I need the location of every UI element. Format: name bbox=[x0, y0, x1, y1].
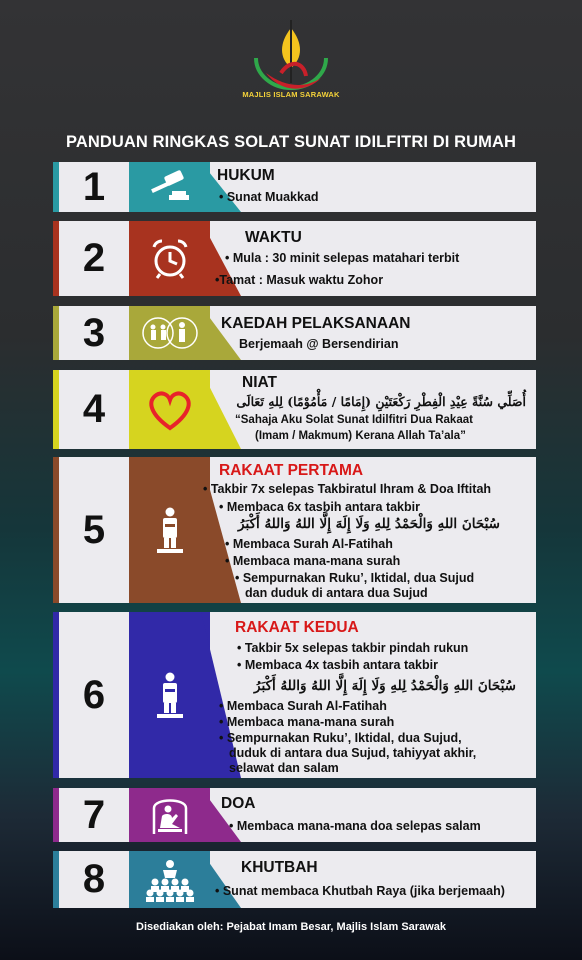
footer-credit: Disediakan oleh: Pejabat Imam Besar, Majlis Islam Sarawak bbox=[136, 921, 446, 933]
card-line: •Tamat : Masuk waktu Zohor bbox=[215, 273, 384, 287]
card-number: 7 bbox=[59, 788, 129, 842]
card-heading: KAEDAH PELAKSANAAN bbox=[221, 315, 411, 332]
card-line: selawat dan salam bbox=[229, 761, 339, 775]
card-hukum bbox=[53, 162, 536, 212]
card-heading: RAKAAT PERTAMA bbox=[219, 462, 364, 479]
gavel-icon bbox=[147, 169, 193, 205]
sermon-icon bbox=[145, 858, 195, 902]
card-heading: KHUTBAH bbox=[241, 859, 318, 876]
card-line: • Membaca mana-mana doa selepas salam bbox=[229, 819, 481, 833]
dua-icon bbox=[150, 794, 190, 836]
card-number: 4 bbox=[59, 370, 129, 449]
card-line: • Sempurnakan Ruku’, Iktidal, dua Sujud bbox=[235, 571, 475, 585]
congregation-icon bbox=[141, 313, 199, 353]
card-rakaat-kedua bbox=[53, 612, 536, 778]
card-line: • Takbir 5x selepas takbir pindah rukun bbox=[237, 641, 469, 655]
card-line: Berjemaah @ Bersendirian bbox=[239, 337, 399, 351]
card-line: dan duduk di antara dua Sujud bbox=[245, 586, 428, 600]
card-number: 8 bbox=[59, 851, 129, 908]
alarm-clock-icon bbox=[148, 237, 192, 281]
standing-prayer-icon bbox=[156, 506, 184, 554]
tasbih-arabic: سُبْحَانَ اللهِ وَالْحَمْدُ لِلهِ وَلَا إِلَهَ إِلَّا اللهُ وَاللهُ أَكْبَرُ bbox=[254, 678, 516, 694]
card-number: 3 bbox=[59, 306, 129, 360]
card-number: 6 bbox=[59, 612, 129, 778]
card-line: duduk di antara dua Sujud, tahiyyat akhir, bbox=[229, 746, 477, 760]
card-number: 5 bbox=[59, 457, 129, 603]
card-heading: RAKAAT KEDUA bbox=[235, 619, 359, 636]
card-khutbah bbox=[53, 851, 536, 908]
card-number: 1 bbox=[59, 162, 129, 212]
card-line: • Membaca Surah Al-Fatihah bbox=[225, 537, 393, 551]
niat-arabic: أُصَلِّي سُنَّةً عِيْدِ الْفِطْرِ رَكْعَتَيْنِ (إِمَامًا / مَأْمُوْمًا) لِلهِ تَعَالَى bbox=[236, 394, 526, 409]
card-line: • Sempurnakan Ruku’, Iktidal, dua Sujud, bbox=[219, 731, 462, 745]
card-heading: WAKTU bbox=[245, 229, 302, 246]
card-line: • Membaca 6x tasbih antara takbir bbox=[219, 500, 420, 514]
standing-prayer-icon bbox=[156, 671, 184, 719]
majlis-islam-logo-icon bbox=[246, 18, 336, 98]
card-line: • Membaca 4x tasbih antara takbir bbox=[237, 658, 438, 672]
card-waktu bbox=[53, 221, 536, 296]
card-line: “Sahaja Aku Solat Sunat Idilfitri Dua Rakaat bbox=[235, 414, 473, 426]
card-rakaat-pertama bbox=[53, 457, 536, 603]
heart-icon bbox=[145, 388, 195, 432]
card-line: • Membaca mana-mana surah bbox=[219, 715, 395, 729]
card-number: 2 bbox=[59, 221, 129, 296]
tasbih-arabic: سُبْحَانَ اللهِ وَالْحَمْدُ لِلهِ وَلَا إِلَهَ إِلَّا اللهُ وَاللهُ أَكْبَرُ bbox=[238, 516, 500, 532]
logo bbox=[0, 18, 582, 118]
card-line: • Takbir 7x selepas Takbiratul Ihram & Doa Iftitah bbox=[203, 482, 492, 496]
card-kaedah bbox=[53, 306, 536, 360]
card-line: • Sunat membaca Khutbah Raya (jika berjemaah) bbox=[215, 884, 505, 898]
card-line: (Imam / Makmum) Kerana Allah Ta’ala” bbox=[255, 430, 466, 442]
card-line: • Mula : 30 minit selepas matahari terbit bbox=[225, 251, 460, 265]
logo-text: MAJLIS ISLAM SARAWAK bbox=[242, 90, 340, 99]
card-line: • Membaca Surah Al-Fatihah bbox=[219, 699, 387, 713]
card-line: • Sunat Muakkad bbox=[219, 190, 319, 204]
card-heading: HUKUM bbox=[217, 167, 275, 184]
page-title: PANDUAN RINGKAS SOLAT SUNAT IDILFITRI DI RUMAH bbox=[65, 133, 517, 151]
card-niat bbox=[53, 370, 536, 449]
card-heading: NIAT bbox=[242, 374, 278, 391]
card-heading: DOA bbox=[221, 795, 256, 812]
card-doa bbox=[53, 788, 536, 842]
card-line: • Membaca mana-mana surah bbox=[225, 554, 401, 568]
